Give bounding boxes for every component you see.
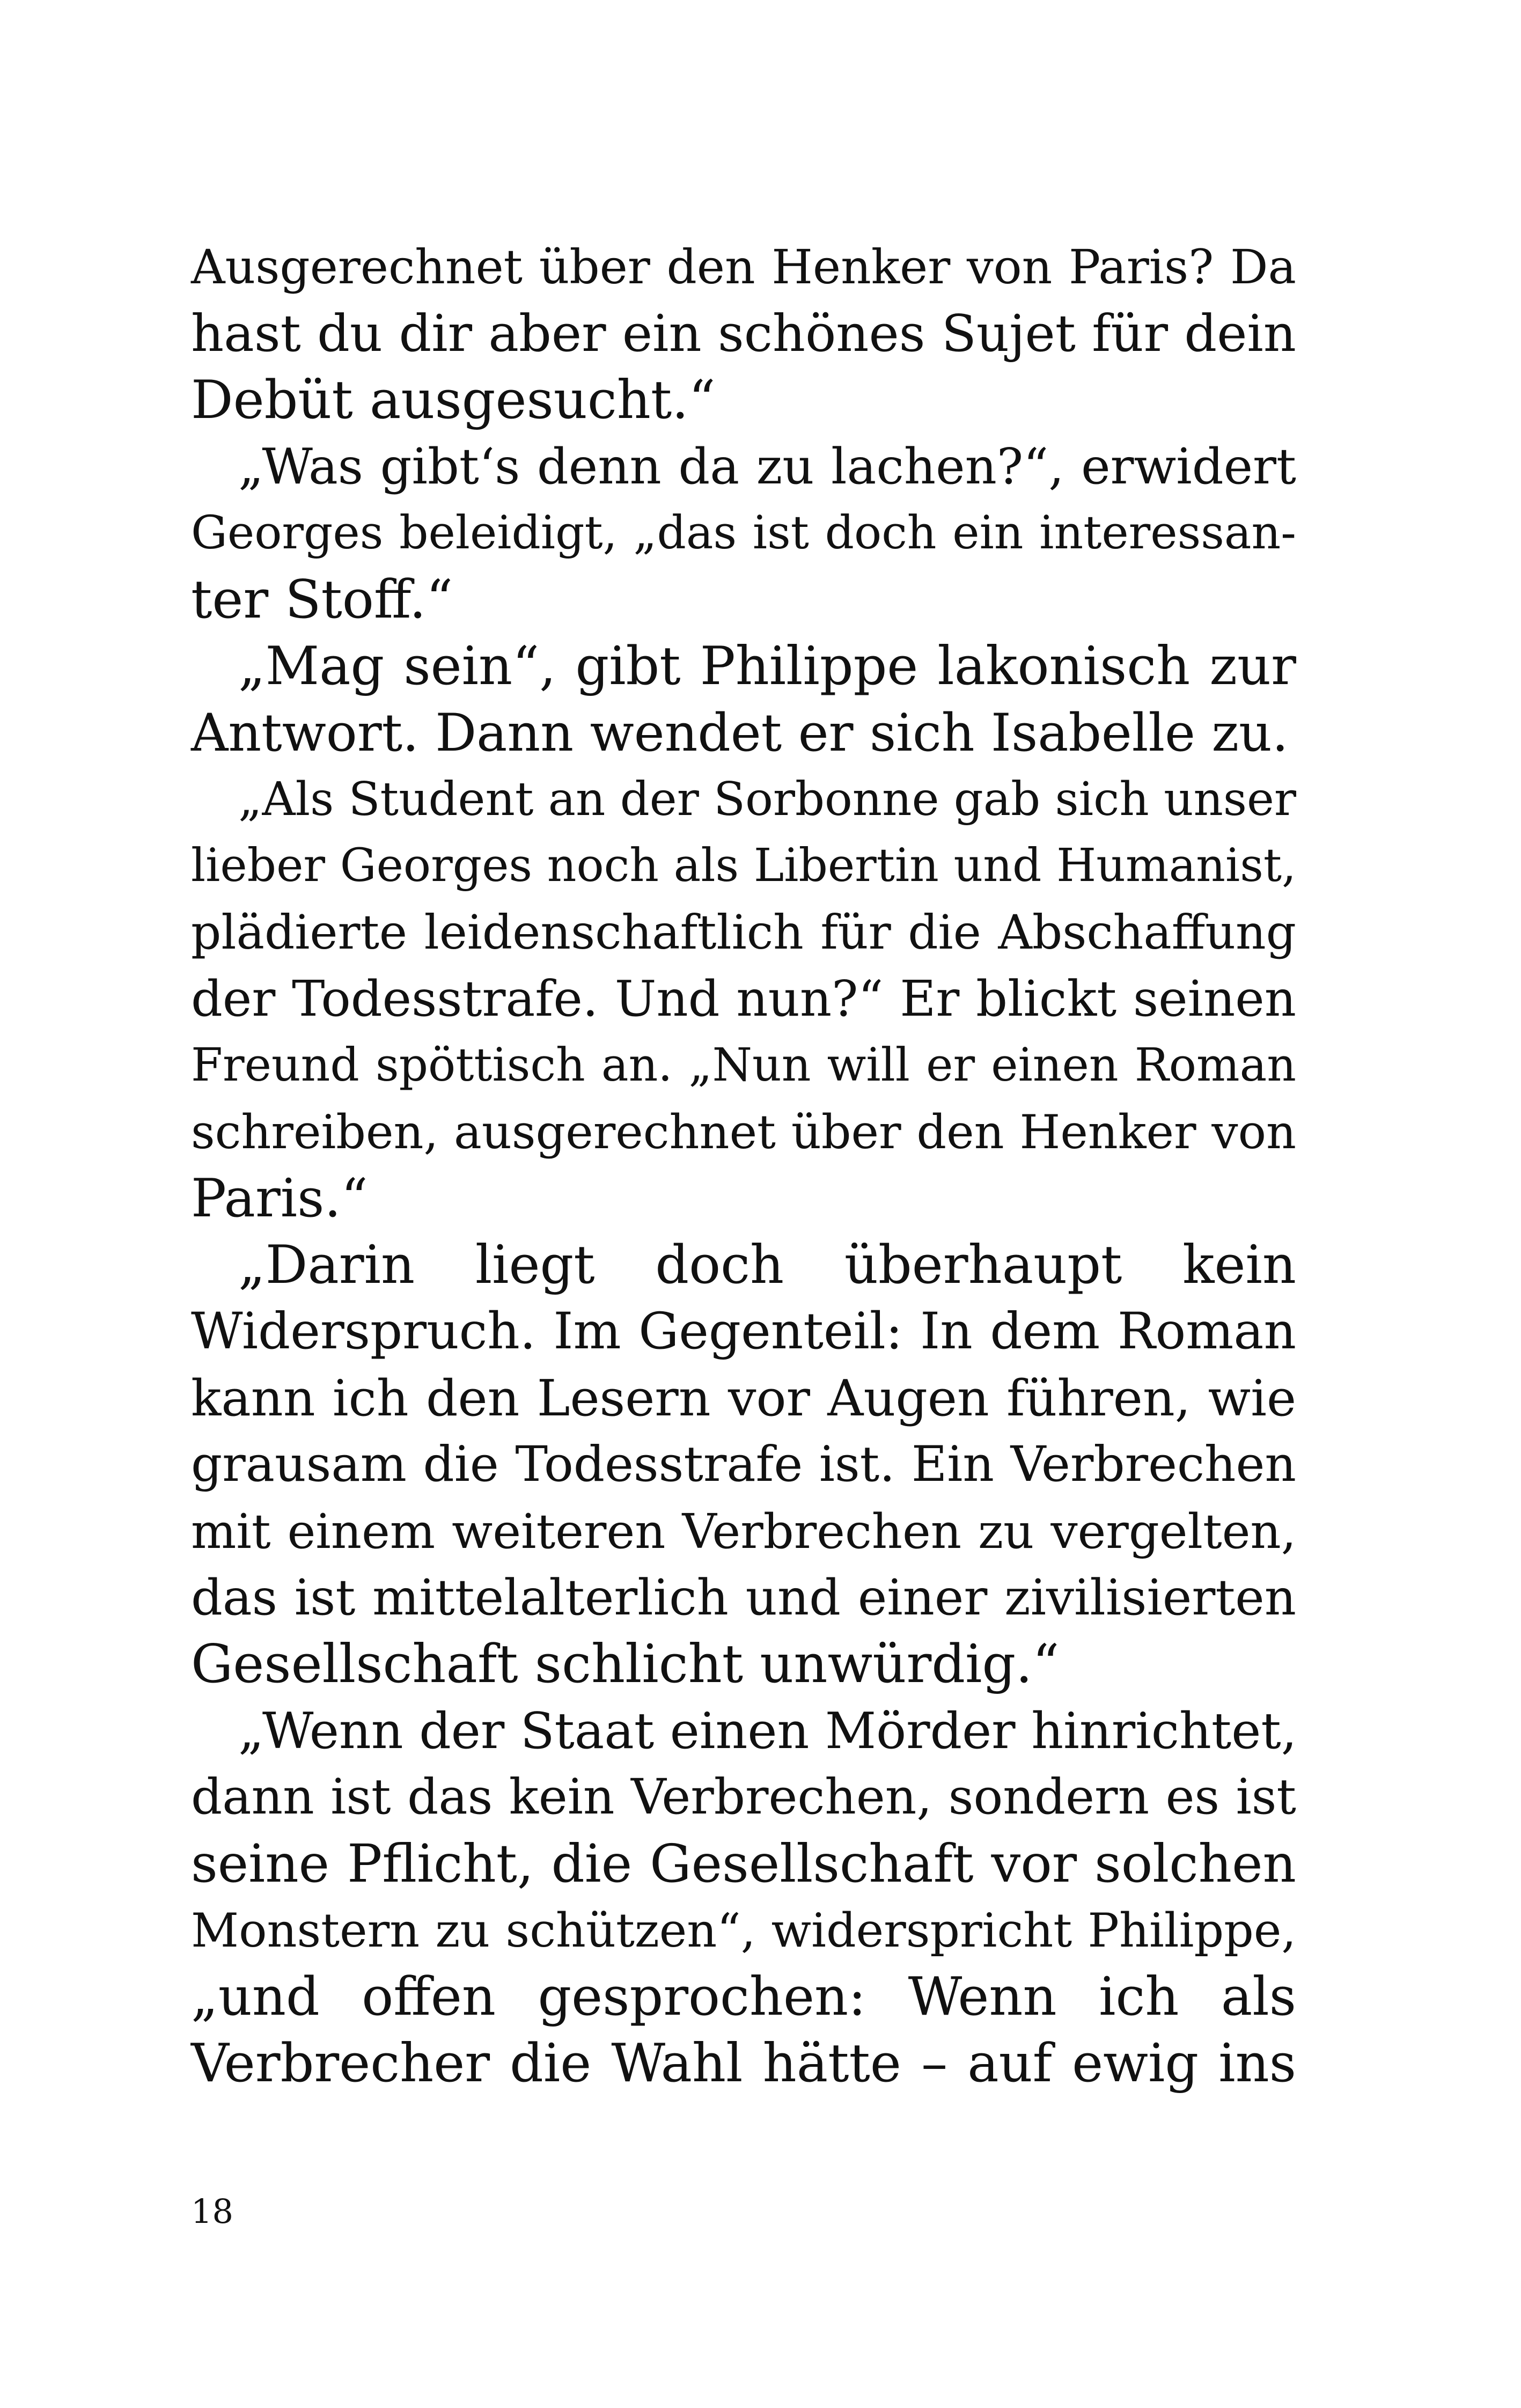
text-line: der Todesstrafe. Und nun?“ Er blickt seinen [191,970,1296,1027]
text-line: lieber Georges noch als Libertin und Humanist, [191,839,1296,892]
text-line: „Als Student an der Sorbonne gab sich unser [238,773,1296,826]
body-text [191,234,1296,2097]
text-line: Verbrecher die Wahl hätte – auf ewig ins [191,2033,1296,2094]
text-line: plädierte leidenschaftlich für die Abschaffung [191,905,1296,960]
text-line: kann ich den Lesern vor Augen führen, wie [191,1369,1296,1427]
text-line: das ist mittelalterlich und einer zivilisierten [191,1569,1296,1626]
page-number: 18 [191,2192,233,2231]
text-line: „Was gibt‘s denn da zu lachen?“, erwidert [238,438,1296,495]
text-line: Georges beleidigt, „das ist doch ein interessan- [191,506,1296,560]
text-line: „Mag sein“, gibt Philippe lakonisch zur [238,636,1296,697]
text-line: schreiben, ausgerechnet über den Henker von [191,1105,1296,1159]
text-line: „und offen gesprochen: Wenn ich als [191,1966,1296,2028]
text-line: Antwort. Dann wendet er sich Isabelle zu. [191,703,1289,763]
text-line: „Wenn der Staat einen Mörder hinrichtet, [238,1702,1297,1760]
text-line: mit einem weiteren Verbrechen zu vergelten, [191,1503,1296,1559]
text-line: Monstern zu schützen“, widerspricht Philippe, [191,1903,1296,1958]
text-line: Gesellschaft schlicht unwürdig.“ [191,1634,1060,1695]
text-line: Paris.“ [191,1168,368,1229]
text-line: hast du dir aber ein schönes Sujet für dein [191,304,1296,363]
text-line: dann ist das kein Verbrechen, sondern es ist [191,1769,1296,1825]
text-line: Freund spöttisch an. „Nun will er einen Roman [191,1039,1296,1092]
text-line: seine Pflicht, die Gesellschaft vor solchen [191,1833,1296,1894]
text-line: ter Stoff.“ [191,569,453,630]
text-line: grausam die Todesstrafe ist. Ein Verbrechen [191,1436,1296,1493]
text-line: Widerspruch. Im Gegenteil: In dem Roman [191,1302,1296,1361]
text-line: Ausgerechnet über den Henker von Paris? Da [191,239,1296,295]
text-line: Debüt ausgesucht.“ [191,370,716,431]
text-line: „Darin liegt doch überhaupt kein [238,1235,1296,1296]
